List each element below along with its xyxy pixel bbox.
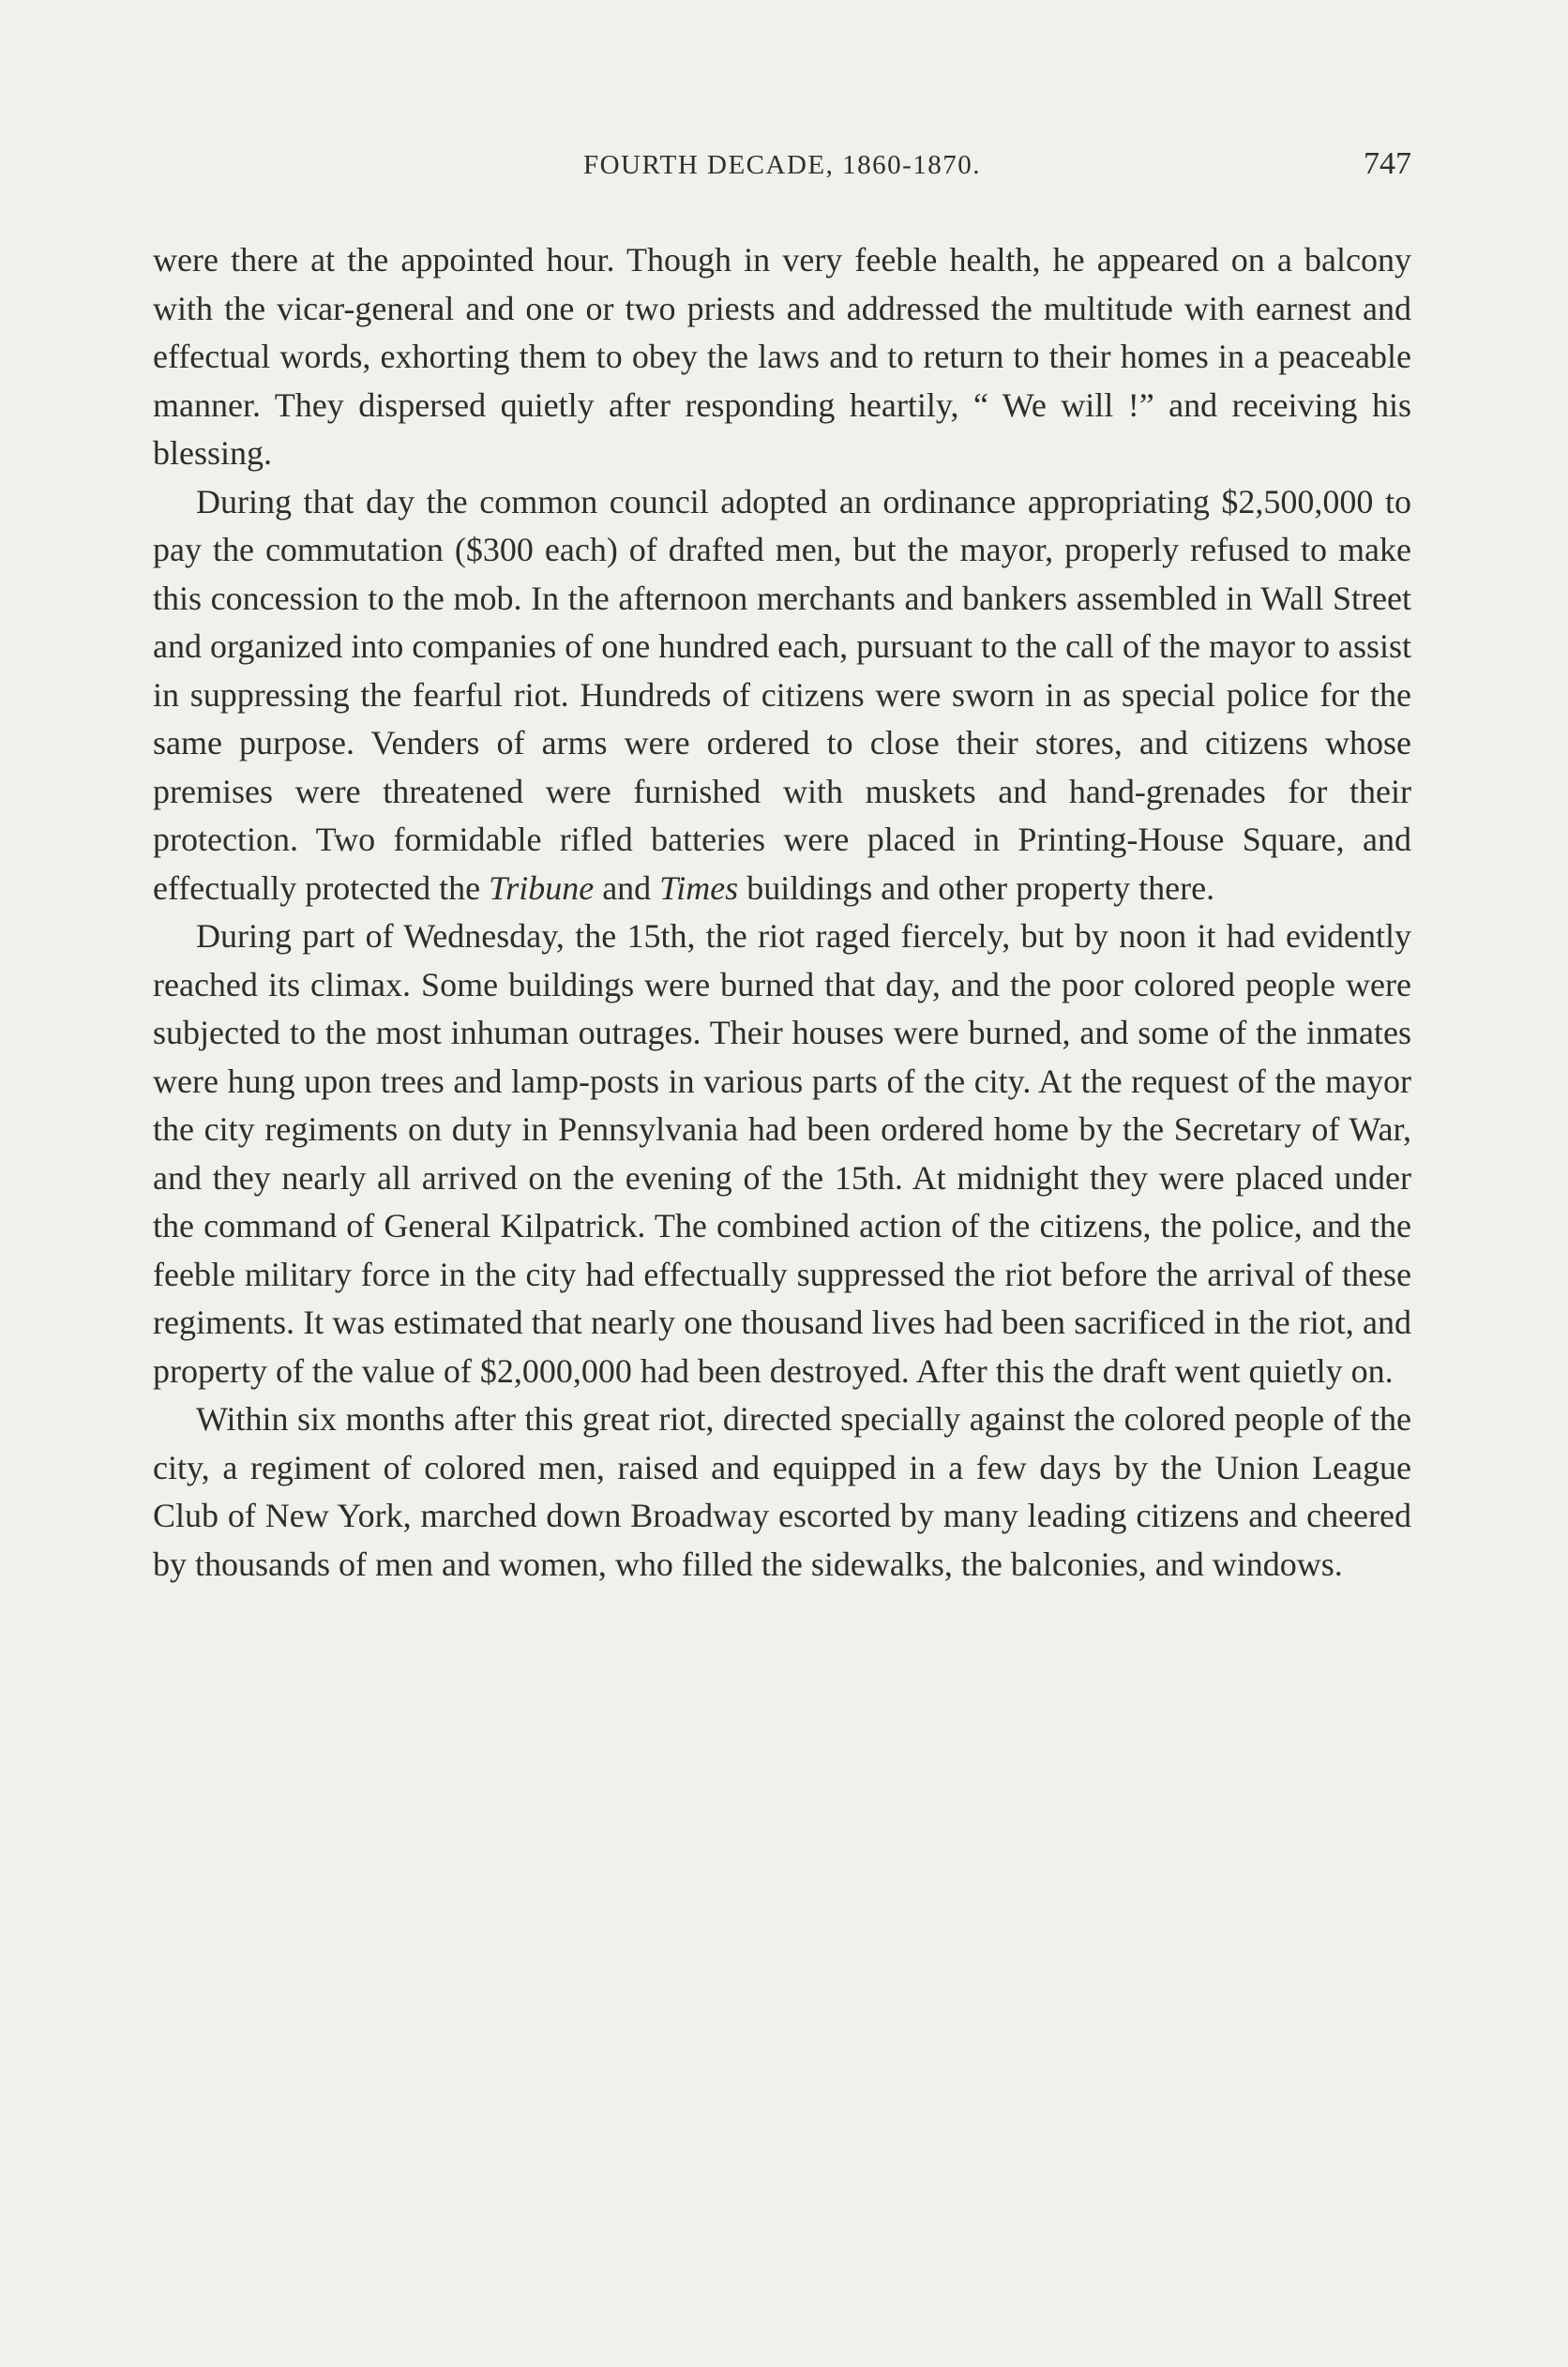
italic-title: Times (659, 868, 739, 907)
paragraph (153, 1395, 1411, 1589)
text-run: During part of Wednesday, the 15th, the riot raged fiercely, but by noon it had evidently reached its climax. Some buildings were burned that day, and the poor colored people were subjected to the most inhuman outrages. Their houses were burned, and some of the inmates were hung upon trees and lamp-posts in various parts of the city. At the request of the mayor the city regiments on duty in Pennsylvania had been ordered home by the Secretary of War, and they nearly all arrived on the evening of the 15th. At midnight they were placed under the command of General Kilpatrick. The combined action of the citizens, the police, and the feeble military force in the city had effectually suppressed the riot before the arrival of these regiments. It was estimated that nearly one thousand lives had been sacrificed in the riot, and property of the value of $2,000,000 had been destroyed. After this the draft went quietly on. (153, 917, 1411, 1390)
running-head (153, 146, 1411, 193)
text-run: were there at the appointed hour. Though in very feeble health, he appeared on a balcony with the vicar-general and one or two priests and addressed the multitude with earnest and effectual words, exhorting them to obey the laws and to return to their homes in a peaceable manner. They dispersed quietly after responding heartily, “ We will !” and receiving his blessing. (153, 241, 1411, 472)
text-run: During that day the common council adopted an ordinance appropriating $2,500,000 to pay the commutation ($300 each) of drafted men, but the mayor, properly refused to make this concession to the mob. In the afternoon merchants and bankers assembled in Wall Street and organized into companies of one hundred each, pursuant to the call of the mayor to assist in suppressing the fearful riot. Hundreds of citizens were sworn in as special police for the same purpose. Venders of arms were ordered to close their stores, and citizens whose premises were threatened were furnished with muskets and hand-grenades for their protection. Two formidable rifled batteries were placed in Printing-House Square, and effectually protected the (153, 482, 1411, 907)
paragraph (153, 478, 1411, 913)
paragraph (153, 236, 1411, 478)
text-run: buildings and other property there. (738, 868, 1215, 907)
running-head-title: FOURTH DECADE, 1860-1870. (582, 150, 982, 180)
paragraph (153, 912, 1411, 1395)
body-text (153, 236, 1411, 1589)
italic-title: Tribune (489, 868, 595, 907)
text-run: and (594, 868, 660, 907)
text-run: Within six months after this great riot, directed specially against the colored people of the city, a regiment of colored men, raised and equipped in a few days by the Union League Club of New York, marched down Broadway escorted by many leading citizens and cheered by thousands of men and women, who filled the sidewalks, the balconies, and windows. (153, 1400, 1411, 1583)
page-number: 747 (1364, 146, 1411, 181)
